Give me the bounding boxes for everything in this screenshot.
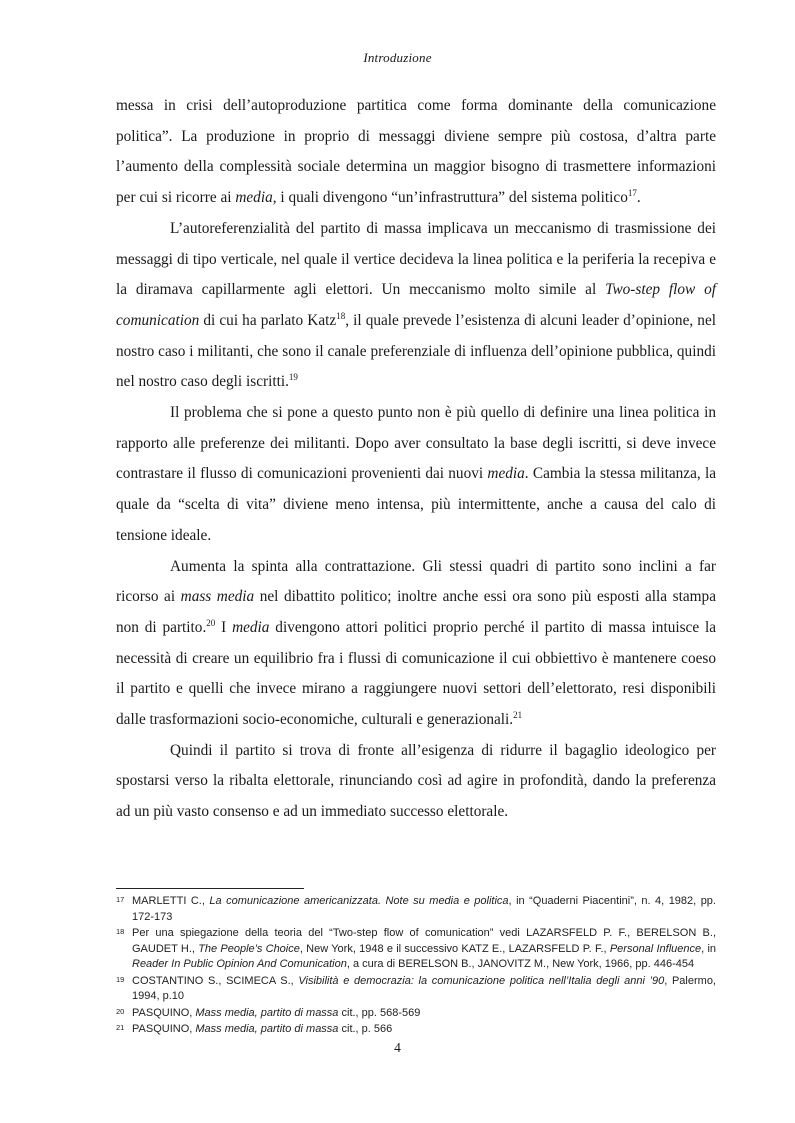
text-run: nel dibattito politico; inoltre anche essi ora sono più esposti alla stampa non di partito.	[116, 588, 716, 636]
paragraph-3	[116, 398, 716, 552]
text-run: , Palermo, 1994, p.10	[132, 974, 716, 1002]
footnote-text	[132, 1006, 716, 1022]
text-run: , in “Quaderni Piacentini”, n. 4, 1982, pp. 172-173	[132, 895, 716, 923]
italic-run: The People’s Choice	[198, 942, 300, 955]
italic-run: La comunicazione americanizzata. Note su media e politica	[209, 895, 509, 907]
text-run: , New York, 1948 e il successivo KATZ E., LAZARSFELD P. F.,	[299, 942, 610, 955]
paragraph-2	[116, 214, 716, 398]
text-run: di cui ha parlato Katz	[199, 311, 337, 329]
footnote-number: 20	[116, 1006, 125, 1016]
italic-run: Mass media, partito di massa	[195, 1006, 339, 1019]
footnote-21	[116, 1022, 716, 1038]
footnote-text	[132, 974, 716, 1005]
footnote-ref-19[interactable]: 19	[288, 372, 298, 383]
italic-run: media	[235, 189, 273, 207]
text-run: .	[636, 189, 641, 207]
footnote-ref-21[interactable]: 21	[513, 710, 523, 721]
italic-run: Personal Influence	[609, 942, 702, 955]
running-header: Introduzione	[363, 50, 432, 65]
text-run: messa in crisi dell’autoproduzione partitica come forma dominante della comunicazione politica”. La produzione in proprio di messaggi diviene sempre più costosa, d’altra parte l’aumento della complessità sociale determina un maggior bisogno di trasmettere informazioni per cui si ricorre ai	[116, 97, 716, 207]
text-run: I	[215, 618, 233, 636]
body-text	[116, 91, 716, 828]
text-run: MARLETTI C.,	[132, 895, 210, 907]
italic-run: Reader In Public Opinion And Comunication	[132, 958, 347, 970]
footnote-ref-20[interactable]: 20	[206, 617, 216, 628]
text-run: , il quale prevede l’esistenza di alcuni leader d’opinione, nel nostro caso i militanti, che sono il canale preferenziale di influenza dell’opinione pubblica, quindi nel nostro caso degli iscritti.	[116, 311, 716, 391]
text-run: , in	[701, 942, 717, 955]
page-number: 4	[394, 1040, 401, 1055]
italic-run: Visibilità e democrazia: la comunicazione politica nell’Italia degli anni ’90	[298, 974, 665, 987]
footnote-19	[116, 974, 716, 1005]
paragraph-4	[116, 552, 716, 736]
footnote-number: 17	[116, 895, 125, 904]
text-run: Quindi il partito si trova di fronte all’esigenza di ridurre il bagaglio ideologico per spostarsi verso la ribalta elettorale, rinunciando così ad agire in profondità, dando la preferenza ad un più vasto consenso e ad un immediato successo elettorale.	[116, 741, 716, 821]
italic-run: mass media	[180, 588, 255, 606]
footnote-text	[132, 1022, 716, 1038]
text-run: cit., pp. 568-569	[338, 1006, 421, 1019]
text-run: Aumenta la spinta alla contrattazione. Gli stessi quadri di partito sono inclini a far ricorso ai	[116, 557, 716, 606]
text-run: . Cambia la stessa militanza, la quale da “scelta di vita” diviene meno intensa, più intermittente, anche a causa del calo di tensione ideale.	[116, 465, 716, 544]
text-run: Per una spiegazione della teoria del “Two-step flow of comunication” vedi LAZARSFELD P. F., BERELSON B., GAUDET H.,	[132, 927, 716, 955]
paragraph-1	[116, 91, 716, 214]
text-run: PASQUINO,	[132, 1006, 196, 1019]
text-run: , a cura di BERELSON B., JANOVITZ M., New York, 1966, pp. 446-454	[346, 958, 695, 970]
text-run: , i quali divengono “un’infrastruttura” del sistema politico	[272, 189, 628, 207]
text-run: cit., p. 566	[338, 1023, 393, 1035]
footnote-number: 18	[116, 927, 125, 936]
footnote-18	[116, 926, 716, 973]
text-run: divengono attori politici proprio perché il partito di massa intuisce la necessità di creare un equilibrio fra i flussi di comunicazione il cui obbiettivo è mantenere coeso il partito e quelli che invece mirano a raggiungere nuovi settori dell’elettorato, resi disponibili dalle trasformazioni socio-economiche, culturali e generazionali.	[116, 618, 716, 729]
paragraph-5	[116, 736, 716, 828]
italic-run: media	[232, 618, 270, 636]
italic-run: Mass media, partito di massa	[195, 1023, 339, 1035]
footnote-20	[116, 1006, 716, 1022]
footnote-number: 21	[116, 1023, 125, 1032]
footnotes	[116, 894, 716, 1039]
footnote-separator	[116, 888, 304, 889]
footnote-text	[132, 926, 716, 973]
text-run: PASQUINO,	[132, 1023, 196, 1035]
footnote-text	[132, 894, 716, 925]
footnote-ref-18[interactable]: 18	[336, 310, 346, 321]
footnote-number: 19	[116, 974, 125, 984]
text-run: COSTANTINO S., SCIMECA S.,	[132, 974, 299, 987]
text-run: L’autoreferenzialità del partito di massa implicava un meccanismo di trasmissione dei messaggi di tipo verticale, nel quale il vertice decideva la linea politica e la periferia la recepiva e la diramava capillarmente agli elettori. Un meccanismo molto simile al	[116, 219, 716, 299]
italic-run: media	[487, 465, 525, 483]
italic-run: Two-step flow of comunication	[116, 281, 716, 329]
footnote-ref-17[interactable]: 17	[627, 188, 637, 199]
footnote-17	[116, 894, 716, 925]
text-run: Il problema che si pone a questo punto non è più quello di definire una linea politica in rapporto alle preferenze dei militanti. Dopo aver consultato la base degli iscritti, si deve invece contrastare il flusso di comunicazioni provenienti dai nuovi	[116, 404, 716, 483]
